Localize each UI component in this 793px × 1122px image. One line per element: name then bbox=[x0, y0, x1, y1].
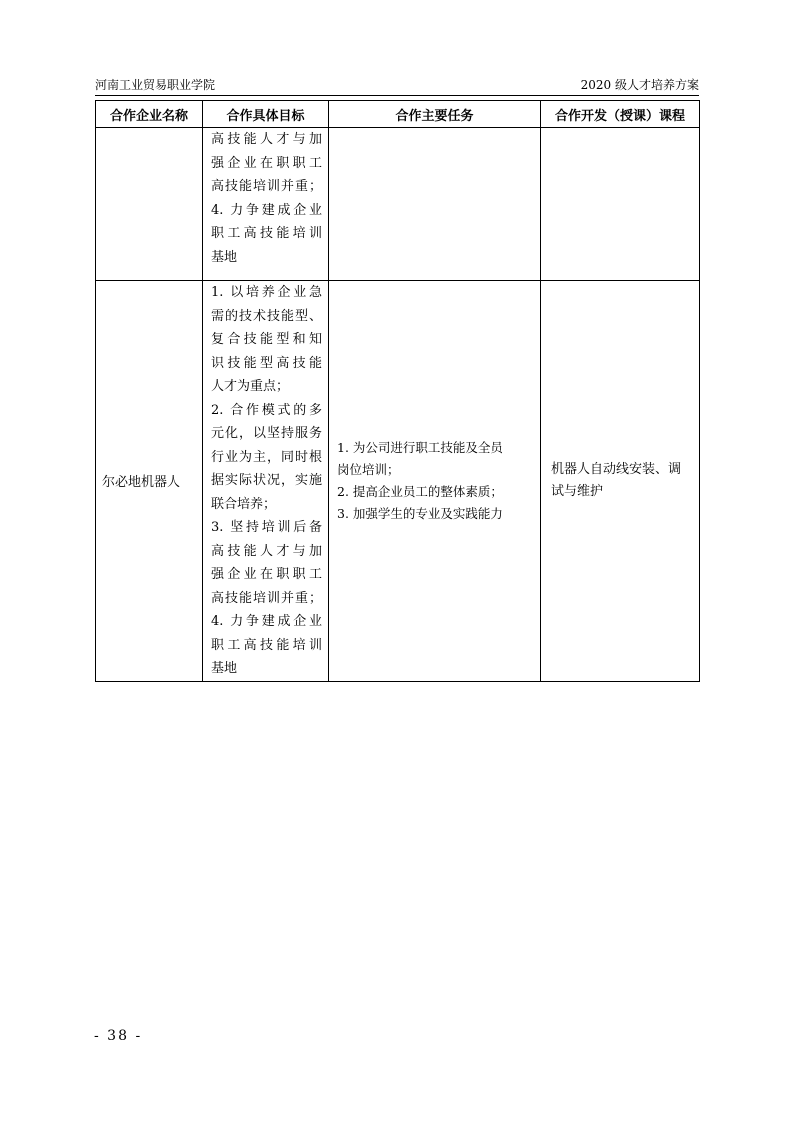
column-header-goals: 合作具体目标 bbox=[203, 101, 329, 128]
goal-line: 职工高技能培训 bbox=[211, 226, 322, 241]
task-line: 岗位培训； bbox=[337, 461, 400, 477]
page-number: - 38 - bbox=[94, 1028, 143, 1044]
goal-line: 4. 力争建成企业 bbox=[211, 202, 322, 218]
goals-cell bbox=[203, 281, 329, 682]
goal-line: 高技能培训并重； bbox=[211, 179, 322, 194]
goal-line: 行业为主，同时根 bbox=[211, 449, 322, 465]
column-header-tasks: 合作主要任务 bbox=[329, 101, 541, 128]
header-program-title: 2020 级人才培养方案 bbox=[580, 78, 699, 92]
goal-line: 联合培养； bbox=[211, 496, 277, 512]
company-cell: 尔必地机器人 bbox=[96, 281, 203, 682]
goal-line: 高技能人才与加 bbox=[211, 132, 322, 147]
goal-line: 基地 bbox=[211, 661, 238, 676]
courses-cell bbox=[541, 128, 700, 281]
cooperation-table bbox=[95, 100, 700, 682]
goals-cell bbox=[203, 128, 329, 281]
table-row bbox=[96, 281, 700, 682]
column-header-courses: 合作开发（授课）课程 bbox=[541, 101, 700, 128]
goal-line: 1. 以培养企业急 bbox=[211, 285, 322, 300]
header-institution: 河南工业贸易职业学院 bbox=[95, 78, 216, 92]
goal-line: 强企业在职职工 bbox=[211, 155, 322, 171]
goal-line: 人才为重点； bbox=[211, 379, 290, 394]
tasks-cell bbox=[329, 281, 541, 682]
task-line: 1. 为公司进行职工技能及全员 bbox=[337, 439, 503, 455]
table-row bbox=[96, 128, 700, 281]
goal-line: 3. 坚持培训后备 bbox=[211, 520, 322, 535]
column-header-company: 合作企业名称 bbox=[96, 101, 203, 128]
company-cell bbox=[96, 128, 203, 281]
page-header bbox=[95, 76, 699, 94]
header-rule bbox=[95, 95, 699, 96]
goal-line: 高技能培训并重； bbox=[211, 590, 322, 606]
goal-line: 元化，以坚持服务 bbox=[211, 426, 322, 441]
goal-line: 高技能人才与加 bbox=[211, 543, 322, 559]
goal-line: 据实际状况，实施 bbox=[211, 473, 322, 488]
goal-line: 2. 合作模式的多 bbox=[211, 402, 322, 418]
goal-line: 职工高技能培训 bbox=[211, 637, 322, 653]
task-line: 2. 提高企业员工的整体素质； bbox=[337, 483, 503, 499]
goal-line: 强企业在职职工 bbox=[211, 567, 322, 582]
task-line: 3. 加强学生的专业及实践能力 bbox=[337, 505, 503, 521]
tasks-cell bbox=[329, 128, 541, 281]
goal-line: 复合技能型和知 bbox=[211, 332, 322, 347]
table-header-row bbox=[96, 101, 700, 128]
goal-line: 识技能型高技能 bbox=[211, 355, 322, 371]
goal-line: 4. 力争建成企业 bbox=[211, 614, 322, 629]
goal-line: 需的技术技能型、 bbox=[211, 308, 322, 324]
courses-cell: 机器人自动线安装、调试与维护 bbox=[541, 281, 700, 682]
goal-line: 基地 bbox=[211, 249, 238, 265]
